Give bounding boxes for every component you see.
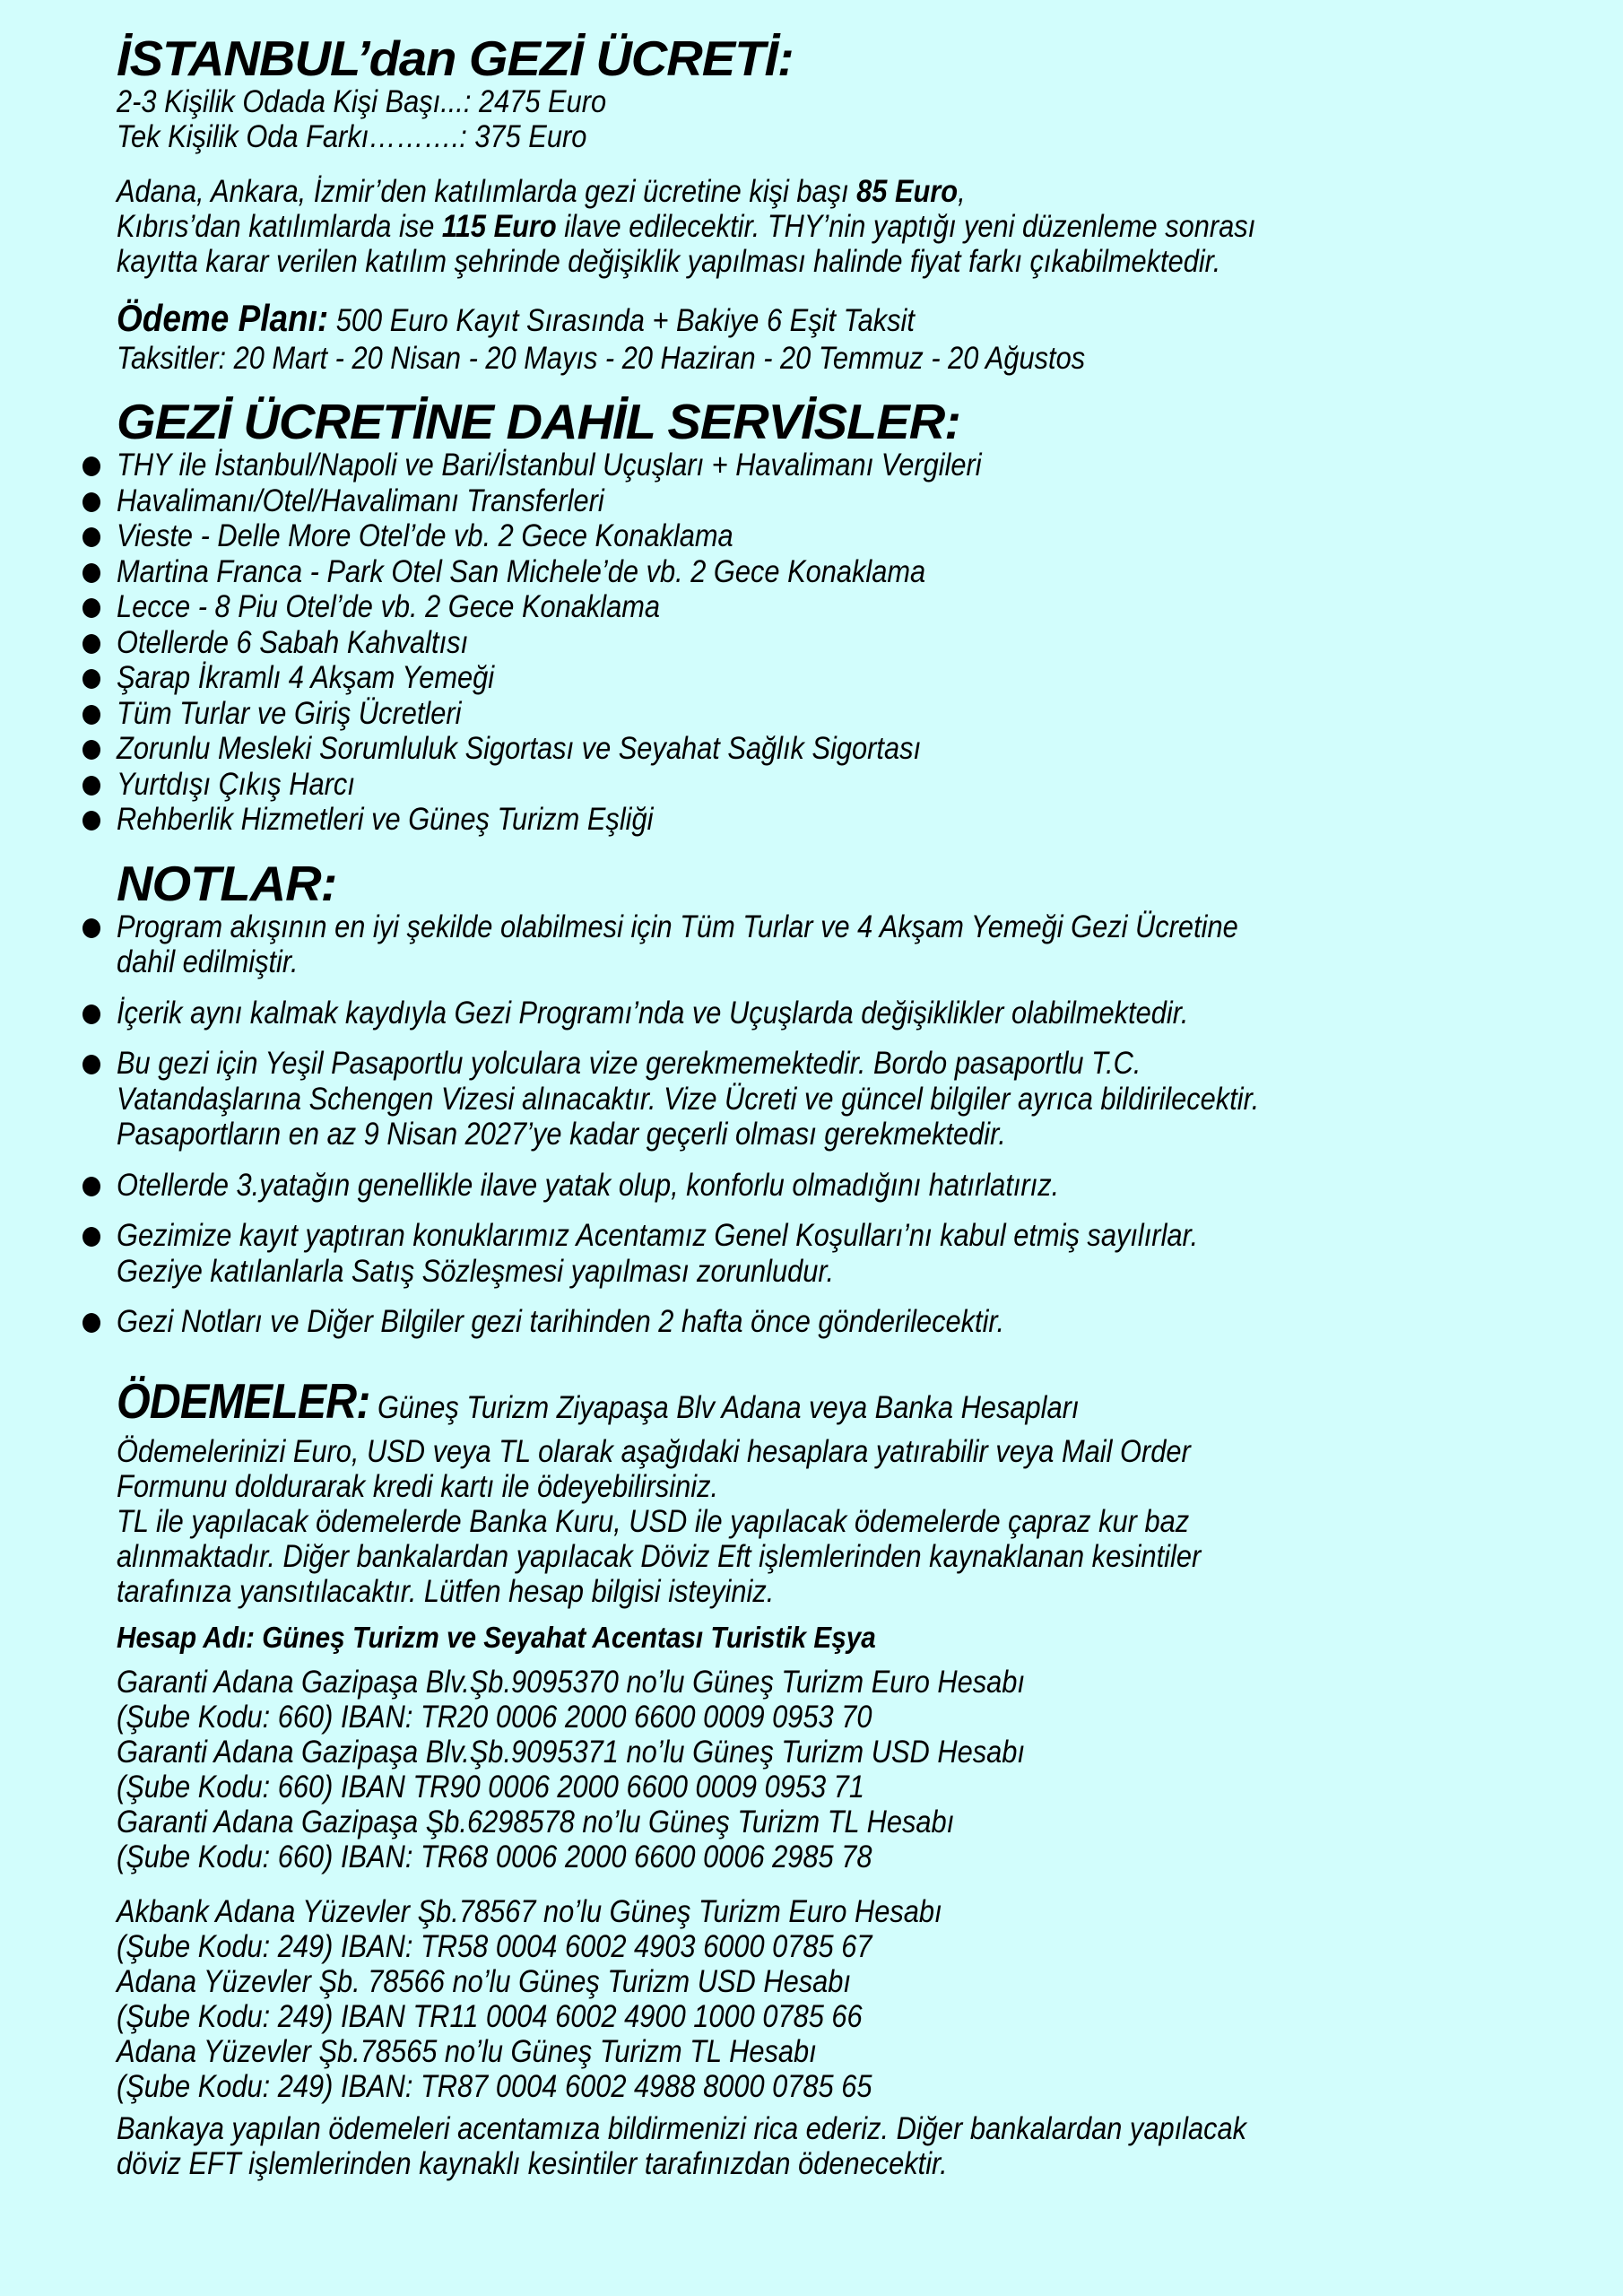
- text-line: (Şube Kodu: 249) IBAN: TR58 0004 6002 4903 6000 0785 67: [117, 1928, 872, 1964]
- service-text: Martina Franca - Park Otel San Michele’de vb. 2 Gece Konaklama: [117, 553, 926, 589]
- note-text: Vatandaşlarına Schengen Vizesi alınacaktır. Vize Ücreti ve güncel bilgiler ayrıca bildirilecektir.: [117, 1081, 1260, 1117]
- text-line: Bankaya yapılan ödemeleri acentamıza bildirmenizi rica ederiz. Diğer bankalardan yapılacak: [117, 2110, 1247, 2146]
- text-line: döviz EFT işlemlerinden kaynaklı kesintiler tarafınızdan ödenecektir.: [117, 2145, 948, 2181]
- payments-title-suffix: Güneş Turizm Ziyapaşa Blv Adana veya Banka Hesapları: [369, 1389, 1080, 1425]
- note-item: [81, 909, 1587, 980]
- installments: Taksitler: 20 Mart - 20 Nisan - 20 Mayıs - 20 Haziran - 20 Temmuz - 20 Ağustos: [117, 341, 1086, 376]
- note-item: [81, 1046, 1587, 1152]
- note-text: Gezi Notları ve Diğer Bilgiler gezi tarihinden 2 hafta önce gönderilecektir.: [117, 1304, 1005, 1339]
- payments-footer: [117, 2111, 1587, 2181]
- note-item: [81, 1168, 1587, 1204]
- text-line: alınmaktadır. Diğer bankalardan yapılacak Döviz Eft işlemlerinden kaynaklanan kesintiler: [117, 1538, 1202, 1574]
- note-text: Geziye katılanlarla Satış Sözleşmesi yapılması zorunludur.: [117, 1253, 835, 1289]
- notes-title: NOTLAR:: [117, 855, 337, 911]
- note-item: [81, 996, 1587, 1031]
- service-text: Tüm Turlar ve Giriş Ücretleri: [117, 695, 462, 731]
- akbank-accounts: [117, 1894, 1587, 2104]
- service-text: Otellerde 6 Sabah Kahvaltısı: [117, 624, 469, 660]
- note-text: İçerik aynı kalmak kaydıyla Gezi Programı’nda ve Uçuşlarda değişiklikler olabilmektedir.: [117, 995, 1189, 1031]
- bullet-icon: [82, 705, 100, 725]
- text-line: tarafınıza yansıtılacaktır. Lütfen hesap bilgisi isteyiniz.: [117, 1573, 775, 1609]
- service-item: [81, 483, 1587, 519]
- extra-fee-line-2: Kıbrıs’dan katılımlarda ise 115 Euro ilave edilecektir. THY’nin yaptığı yeni düzenleme sonrası: [117, 209, 1256, 244]
- bullet-icon: [82, 1177, 100, 1196]
- service-text: Zorunlu Mesleki Sorumluluk Sigortası ve Seyahat Sağlık Sigortası: [117, 731, 922, 766]
- account-name: Hesap Adı: Güneş Turizm ve Seyahat Acentası Turistik Eşya: [117, 1620, 876, 1654]
- note-item: [81, 1218, 1587, 1289]
- bullet-icon: [82, 1313, 100, 1333]
- note-text: Program akışının en iyi şekilde olabilmesi için Tüm Turlar ve 4 Akşam Yemeği Gezi Ücretine: [117, 909, 1238, 944]
- extra-fee-line-3: kayıtta karar verilen katılım şehrinde değişiklik yapılması halinde fiyat farkı çıkabilmektedir.: [117, 244, 1221, 279]
- bullet-icon: [82, 1227, 100, 1247]
- service-text: Vieste - Delle More Otel’de vb. 2 Gece Konaklama: [117, 518, 733, 553]
- garanti-accounts: [117, 1665, 1587, 1874]
- payments-heading: [117, 1372, 1410, 1434]
- text-line: Adana Yüzevler Şb. 78566 no’lu Güneş Turizm USD Hesabı: [117, 1963, 851, 1999]
- price-row-single: Tek Kişilik Oda Farkı……….: 375 Euro: [117, 119, 587, 154]
- service-item: [81, 448, 1587, 483]
- bullet-icon: [82, 918, 100, 938]
- payment-plan-label: Ödeme Planı:: [117, 297, 329, 339]
- text-line: Ödemelerinizi Euro, USD veya TL olarak aşağıdaki hesaplara yatırabilir veya Mail Order: [117, 1433, 1191, 1469]
- note-text: Bu gezi için Yeşil Pasaportlu yolculara vize gerekmemektedir. Bordo pasaportlu T.C.: [117, 1046, 1141, 1081]
- price-row-double: 2-3 Kişilik Odada Kişi Başı...: 2475 Euro: [117, 84, 607, 119]
- text-line: Akbank Adana Yüzevler Şb.78567 no’lu Güneş Turizm Euro Hesabı: [117, 1893, 942, 1929]
- service-item: [81, 518, 1587, 554]
- service-text: Şarap İkramlı 4 Akşam Yemeği: [117, 660, 495, 695]
- bullet-icon: [82, 634, 100, 654]
- notes-list: [81, 909, 1587, 1340]
- text-line: Adana Yüzevler Şb.78565 no’lu Güneş Turizm TL Hesabı: [117, 2033, 817, 2069]
- service-item: [81, 802, 1587, 838]
- text-line: (Şube Kodu: 660) IBAN TR90 0006 2000 6600 0009 0953 71: [117, 1769, 864, 1805]
- note-text: Gezimize kayıt yaptıran konuklarımız Acentamız Genel Koşulları’nı kabul etmiş sayılırlar.: [117, 1218, 1199, 1253]
- bullet-icon: [82, 1055, 100, 1074]
- extra-fee-line-1: Adana, Ankara, İzmir’den katılımlarda gezi ücretine kişi başı 85 Euro,: [117, 174, 966, 209]
- services-title: GEZİ ÜCRETİNE DAHİL SERVİSLER:: [117, 394, 960, 449]
- bullet-icon: [82, 740, 100, 760]
- service-text: Rehberlik Hizmetleri ve Güneş Turizm Eşliği: [117, 802, 654, 837]
- bullet-icon: [82, 598, 100, 618]
- bullet-icon: [82, 811, 100, 831]
- service-item: [81, 731, 1587, 767]
- service-text: THY ile İstanbul/Napoli ve Bari/İstanbul Uçuşları + Havalimanı Vergileri: [117, 448, 982, 483]
- service-item: [81, 660, 1587, 696]
- service-item: [81, 589, 1587, 625]
- text-line: (Şube Kodu: 249) IBAN: TR87 0004 6002 4988 8000 0785 65: [117, 2068, 872, 2104]
- text-line: Garanti Adana Gazipaşa Şb.6298578 no’lu Güneş Turizm TL Hesabı: [117, 1804, 955, 1839]
- note-item: [81, 1304, 1587, 1340]
- bullet-icon: [82, 492, 100, 512]
- bullet-icon: [82, 776, 100, 796]
- text-line: Garanti Adana Gazipaşa Blv.Şb.9095371 no’lu Güneş Turizm USD Hesabı: [117, 1734, 1025, 1770]
- service-text: Havalimanı/Otel/Havalimanı Transferleri: [117, 483, 604, 518]
- bullet-icon: [82, 563, 100, 583]
- payment-plan: Ödeme Planı: 500 Euro Kayıt Sırasında + Bakiye 6 Eşit Taksit: [117, 297, 915, 339]
- text-line: (Şube Kodu: 249) IBAN TR11 0004 6002 4900 1000 0785 66: [117, 1998, 863, 2034]
- service-text: Yurtdışı Çıkış Harcı: [117, 766, 355, 802]
- text-line: Garanti Adana Gazipaşa Blv.Şb.9095370 no’lu Güneş Turizm Euro Hesabı: [117, 1664, 1025, 1700]
- bullet-icon: [82, 457, 100, 476]
- text-line: (Şube Kodu: 660) IBAN: TR20 0006 2000 6600 0009 0953 70: [117, 1699, 872, 1735]
- service-text: Lecce - 8 Piu Otel’de vb. 2 Gece Konaklama: [117, 589, 661, 624]
- text-line: Formunu doldurarak kredi kartı ile ödeyebilirsiniz.: [117, 1468, 719, 1504]
- services-list: [81, 448, 1587, 838]
- service-item: [81, 696, 1587, 732]
- service-item: [81, 767, 1587, 803]
- text-line: TL ile yapılacak ödemelerde Banka Kuru, USD ile yapılacak ödemelerde çapraz kur baz: [117, 1503, 1190, 1539]
- service-item: [81, 625, 1587, 661]
- service-item: [81, 554, 1587, 590]
- price-title: İSTANBUL’dan GEZİ ÜCRETİ:: [117, 30, 794, 86]
- bullet-icon: [82, 669, 100, 689]
- bullet-icon: [82, 527, 100, 547]
- payments-title: ÖDEMELER:: [117, 1372, 370, 1429]
- note-text: Otellerde 3.yatağın genellikle ilave yatak olup, konforlu olmadığını hatırlatırız.: [117, 1167, 1060, 1203]
- text-line: (Şube Kodu: 660) IBAN: TR68 0006 2000 6600 0006 2985 78: [117, 1839, 872, 1874]
- note-text: dahil edilmiştir.: [117, 944, 299, 979]
- payments-info: [117, 1434, 1587, 1609]
- note-text: Pasaportların en az 9 Nisan 2027’ye kadar geçerli olması gerekmektedir.: [117, 1117, 1006, 1152]
- bullet-icon: [82, 1004, 100, 1024]
